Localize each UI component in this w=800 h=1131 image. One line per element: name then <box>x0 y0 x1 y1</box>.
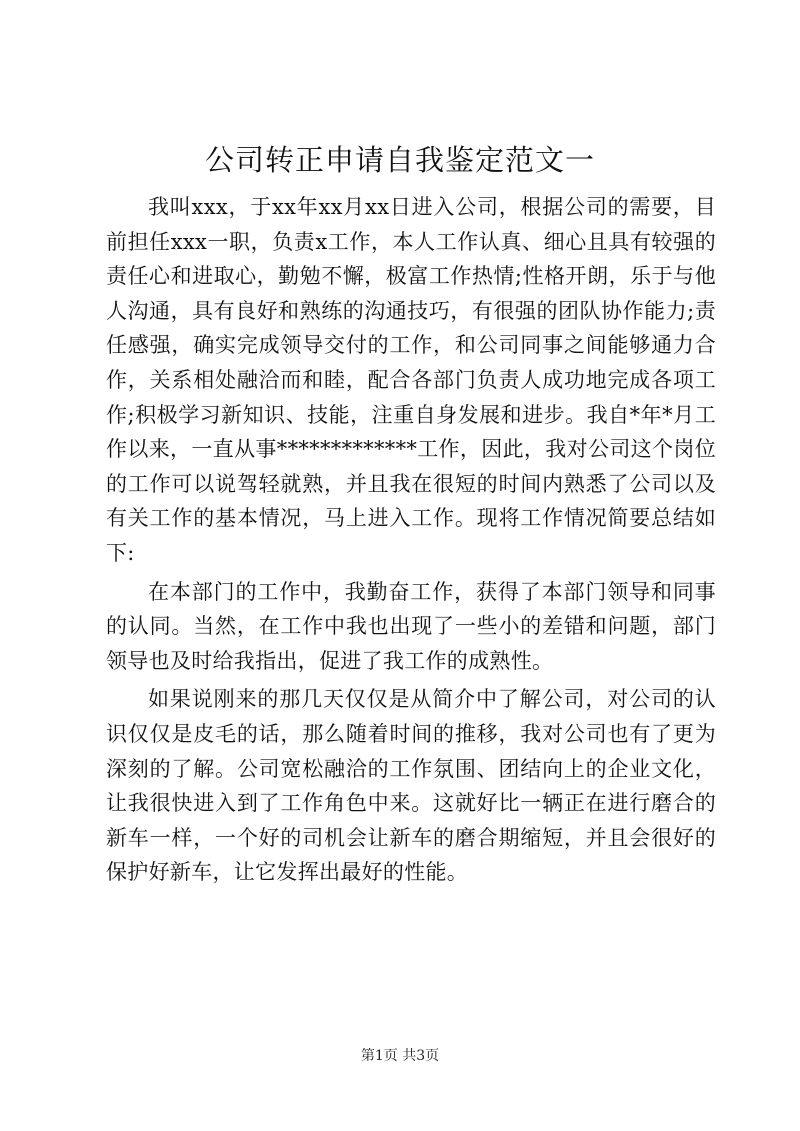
paragraph-company-understanding: 如果说刚来的那几天仅仅是从简介中了解公司，对公司的认识仅仅是皮毛的话，那么随着时间的推移，我对公司也有了更为深刻的了解。公司宽松融洽的工作氛围、团结向上的企业文化，让我很快进入到了工作角色中来。这就好比一辆正在进行磨合的新车一样，一个好的司机会让新车的磨合期缩短，并且会很好的保护好新车，让它发挥出最好的性能。 <box>106 687 716 885</box>
document-title: 公司转正申请自我鉴定范文一 <box>204 143 595 177</box>
paragraph-department-work: 在本部门的工作中，我勤奋工作，获得了本部门领导和同事的认同。当然，在工作中我也出现了一些小的差错和问题，部门领导也及时给我指出，促进了我工作的成熟性。 <box>106 579 716 673</box>
document-body <box>106 190 716 894</box>
page-footer: 第1页 共3页 <box>360 1048 440 1064</box>
paragraph-self-introduction: 我叫xxx，于xx年xx月xx日进入公司，根据公司的需要，目前担任xxx一职，负责x工作，本人工作认真、细心且具有较强的责任心和进取心，勤勉不懈，极富工作热情;性格开朗，乐于与他人沟通，具有良好和熟练的沟通技巧，有很强的团队协作能力;责任感强，确实完成领导交付的工作，和公司同事之间能够通力合作，关系相处融洽而和睦，配合各部门负责人成功地完成各项工作;积极学习新知识、技能，注重自身发展和进步。我自*年*月工作以来，一直从事*************工作，因此，我对公司这个岗位的工作可以说驾轻就熟，并且我在很短的时间内熟悉了公司以及有关工作的基本情况，马上进入工作。现将工作情况简要总结如下: <box>106 195 716 565</box>
